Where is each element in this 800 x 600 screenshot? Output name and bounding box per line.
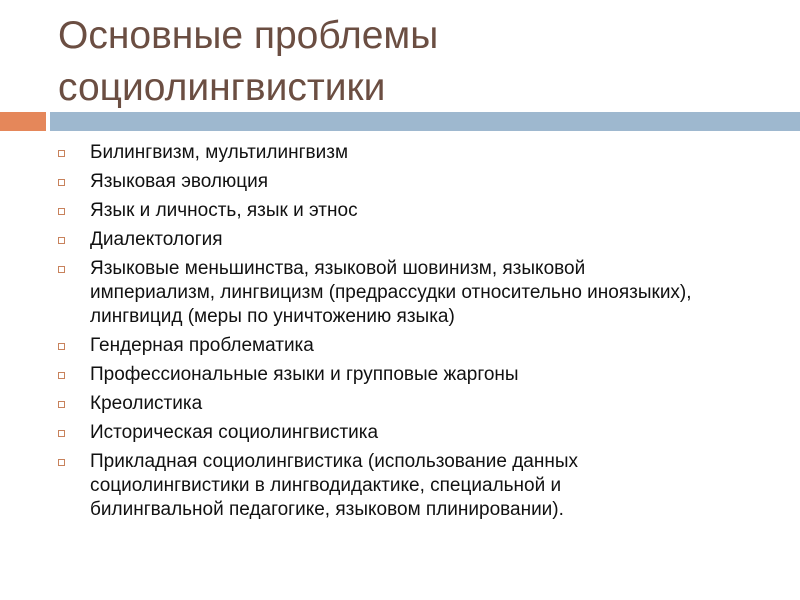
bullet-text: Язык и личность, язык и этнос [90,200,358,221]
accent-bar-blue [50,112,800,131]
square-bullet-icon [58,430,65,437]
square-bullet-icon [58,372,65,379]
square-bullet-icon [58,459,65,466]
square-bullet-icon [58,208,65,215]
slide-title-line-1: Основные проблемы [58,14,439,57]
accent-bar-orange [0,112,46,131]
square-bullet-icon [58,237,65,244]
square-bullet-icon [58,343,65,350]
square-bullet-icon [58,401,65,408]
bullet-text: Прикладная социолингвистика (использование данных социолингвистики в лингводидактике, специальной и билингвальной педагогике, языковом плинировании). [90,451,578,520]
bullet-text: Билингвизм, мультилингвизм [90,142,349,163]
bullet-item-language-personality [58,199,698,223]
square-bullet-icon [58,150,65,157]
bullet-text: Диалектология [90,229,223,250]
square-bullet-icon [58,179,65,186]
bullet-item-language-minorities [58,257,698,329]
bullet-item-bilingualism [58,141,698,165]
bullet-item-historical [58,421,698,445]
square-bullet-icon [58,266,65,273]
bullet-text: Креолистика [90,393,203,414]
bullet-text: Языковые меньшинства, языковой шовинизм, языковой империализм, лингвицизм (предрассудки относительно иноязыких), лингвицид (меры по уничтожению языка) [90,258,692,327]
bullet-text: Гендерная проблематика [90,335,314,356]
bullet-item-applied [58,450,698,522]
bullet-text: Историческая социолингвистика [90,422,379,443]
bullet-item-gender [58,334,698,358]
slide-title-line-2: социолингвистики [58,66,386,109]
bullet-text: Профессиональные языки и групповые жаргоны [90,364,519,385]
bullet-text: Языковая эволюция [90,171,269,192]
slide-title [58,10,778,114]
bullet-item-dialectology [58,228,698,252]
bullet-item-creolistics [58,392,698,416]
bullet-item-language-evolution [58,170,698,194]
bullet-item-professional-languages [58,363,698,387]
bullet-list [58,141,698,527]
